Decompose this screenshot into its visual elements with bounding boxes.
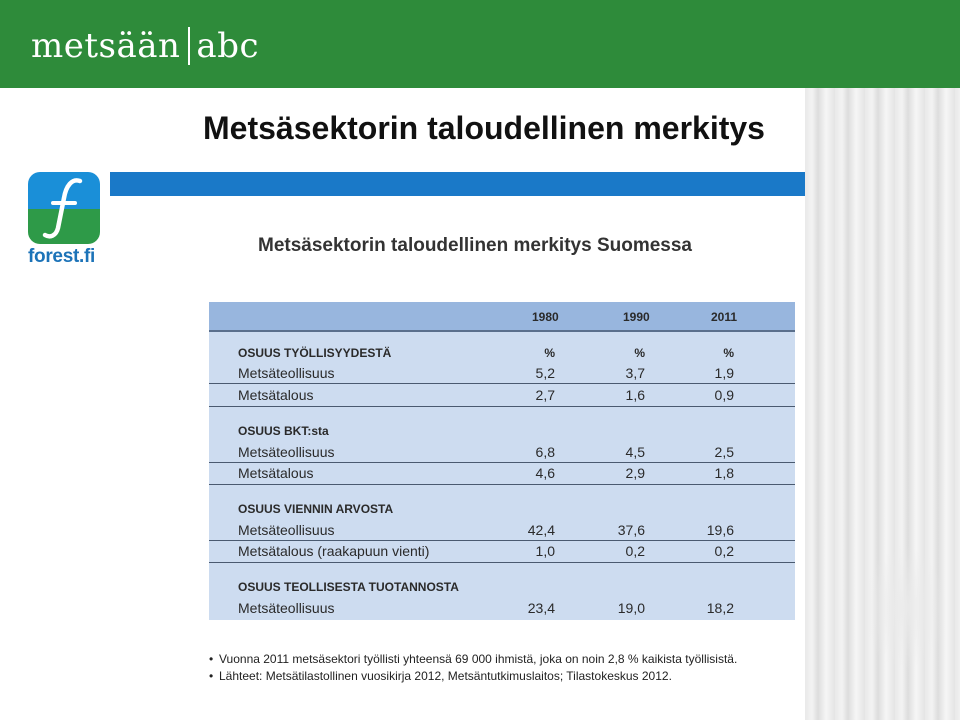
row-value: 4,5 (625, 444, 645, 460)
table-header (209, 302, 795, 332)
row-value: 2,9 (625, 465, 645, 481)
footnotes (209, 652, 737, 686)
row-value: 19,0 (617, 600, 645, 616)
row-value: 2,7 (535, 387, 555, 403)
row-divider (209, 562, 795, 563)
unit-label: % (544, 346, 555, 360)
row-value: 5,2 (535, 365, 555, 381)
row-divider (209, 540, 795, 541)
row-value: 2,5 (714, 444, 734, 460)
data-table (209, 302, 795, 620)
row-value: 1,0 (535, 543, 555, 559)
row-label: Metsätalous (raakapuun vienti) (238, 543, 430, 559)
figure-title: Metsäsektorin taloudellinen merkitys Suomessa (258, 235, 692, 256)
row-value: 4,6 (535, 465, 555, 481)
row-divider (209, 406, 795, 407)
unit-label: % (634, 346, 645, 360)
row-value: 19,6 (706, 522, 734, 538)
row-value: 1,9 (714, 365, 734, 381)
section-heading: OSUUS TEOLLISESTA TUOTANNOSTA (238, 580, 459, 594)
row-divider (209, 462, 795, 463)
forest-fi-logo-icon (28, 172, 100, 244)
top-banner (0, 0, 960, 88)
brand-left: metsään (31, 26, 181, 66)
row-label: Metsätalous (238, 387, 314, 403)
blue-strip (110, 172, 805, 196)
year-header-1980: 1980 (532, 310, 559, 324)
brand-right: abc (196, 26, 259, 66)
row-value: 0,2 (625, 543, 645, 559)
row-value: 42,4 (527, 522, 555, 538)
row-divider (209, 484, 795, 485)
year-header-2011: 2011 (711, 310, 738, 324)
brand-logo (31, 24, 259, 68)
forest-fi-logo-text: forest.fi (28, 246, 95, 267)
row-value: 1,8 (714, 465, 734, 481)
background-texture (805, 88, 960, 720)
brand-separator (188, 27, 190, 65)
row-divider (209, 383, 795, 384)
section-heading: OSUUS VIENNIN ARVOSTA (238, 502, 394, 516)
row-value: 37,6 (617, 522, 645, 538)
row-label: Metsäteollisuus (238, 444, 335, 460)
row-label: Metsäteollisuus (238, 365, 335, 381)
year-header-1990: 1990 (623, 310, 650, 324)
row-value: 0,2 (714, 543, 734, 559)
row-value: 0,9 (714, 387, 734, 403)
section-heading: OSUUS TYÖLLISYYDESTÄ (238, 346, 392, 360)
row-label: Metsätalous (238, 465, 314, 481)
row-value: 6,8 (535, 444, 555, 460)
row-label: Metsäteollisuus (238, 600, 335, 616)
row-value: 23,4 (527, 600, 555, 616)
row-value: 18,2 (706, 600, 734, 616)
footnote: • Vuonna 2011 metsäsektori työllisti yhteensä 69 000 ihmistä, joka on noin 2,8 % kaikista työllisistä. (209, 652, 737, 667)
row-label: Metsäteollisuus (238, 522, 335, 538)
row-value: 3,7 (625, 365, 645, 381)
unit-label: % (723, 346, 734, 360)
section-heading: OSUUS BKT:sta (238, 424, 329, 438)
forest-fi-logo (28, 172, 102, 268)
row-value: 1,6 (625, 387, 645, 403)
slide-title: Metsäsektorin taloudellinen merkitys (203, 110, 765, 146)
footnote: • Lähteet: Metsätilastollinen vuosikirja 2012, Metsäntutkimuslaitos; Tilastokeskus 2012. (209, 669, 737, 684)
